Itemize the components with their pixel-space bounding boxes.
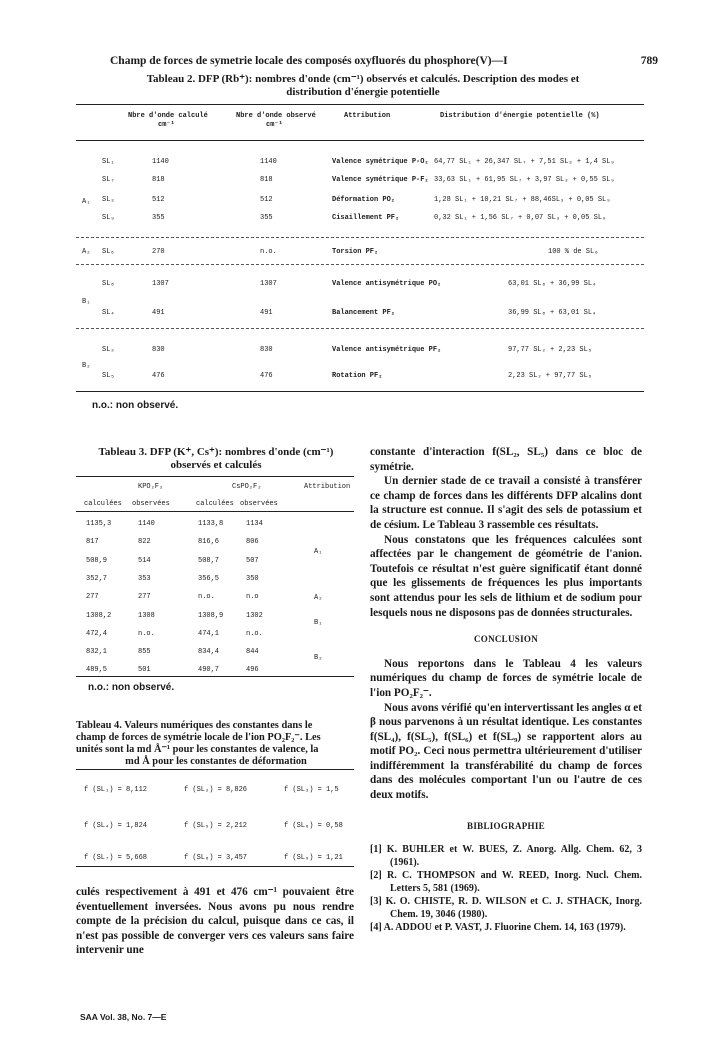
table2-footnote: n.o.: non observé. xyxy=(92,400,179,411)
table2-cell-dist: 0,32 SL₁ + 1,56 SL₇ + 0,07 SL₃ + 0,05 SL₉ xyxy=(434,214,607,222)
table3-attr-b1: B₁ xyxy=(314,619,323,627)
table3-cell: 496 xyxy=(246,666,259,674)
table2-cell-sl: SL₅ xyxy=(102,372,115,380)
table3-cell: 474,1 xyxy=(198,630,220,638)
table2-caption-line1: Tableau 2. DFP (Rb⁺): nombres d'onde (cm⁻¹) observés et calculés. Description des modes et xyxy=(146,73,580,85)
table2-cell-obs: 1140 xyxy=(260,158,277,166)
table2-col-obs: Nbre d'onde observé cm⁻¹ xyxy=(236,112,316,129)
table3-header-rule xyxy=(76,511,354,512)
table3-cell: 817 xyxy=(86,538,99,546)
table3-attr-b2: B₂ xyxy=(314,654,323,662)
table3-cell: 832,1 xyxy=(86,648,108,656)
table2-cell-obs: 1307 xyxy=(260,280,277,288)
table3-subcol-4: observées xyxy=(240,500,278,508)
table2-cell-obs: 818 xyxy=(260,176,273,184)
table2-cell-sl: SL₁ xyxy=(102,158,115,166)
table2-cell-calc: 476 xyxy=(152,372,165,380)
table4-cell: f (SL₁) = 8,112 xyxy=(84,786,148,794)
running-title: Champ de forces de symetrie locale des composés oxyfluorés du phosphore(V)—I xyxy=(110,55,508,67)
table2-cell-calc: 830 xyxy=(152,346,165,354)
table4-cell: f (SL₆) = 0,58 xyxy=(284,822,343,830)
table3-cell: 1135,3 xyxy=(86,520,112,528)
table2-cell-attr: Valence symétrique P-O₂ xyxy=(332,158,429,166)
table2-cell-sl: SL₄ xyxy=(102,309,115,317)
table3-cell: 844 xyxy=(246,648,259,656)
table2-cell-sl: SL₈ xyxy=(102,280,115,288)
table2-bottom-rule xyxy=(76,391,644,392)
table4-cell: f (SL₈) = 3,457 xyxy=(184,854,248,862)
page-number: 789 xyxy=(640,55,658,67)
table4-cell: f (SL₄) = 1,824 xyxy=(84,822,148,830)
table2-cell-sl: SL₉ xyxy=(102,214,115,222)
table2-cell-attr: Valence antisymétrique PF₂ xyxy=(332,346,442,354)
table3-cell: n.o xyxy=(246,593,259,601)
table2-divider-2 xyxy=(76,264,644,265)
table3-attr-a1: A₁ xyxy=(314,548,323,556)
running-header xyxy=(110,55,658,67)
table2-cell-calc: 355 xyxy=(152,214,165,222)
table3-cell: 277 xyxy=(138,593,151,601)
table2-cell-attr: Valence antisymétrique PO₂ xyxy=(332,280,442,288)
table3-top-rule xyxy=(76,476,354,477)
table3-cell: 356,5 xyxy=(198,575,220,583)
table2-cell-attr: Cisaillement PF₂ xyxy=(332,214,400,222)
right-column xyxy=(370,445,642,934)
table3-cell: 514 xyxy=(138,557,151,565)
reference-2: [2] R. C. THOMPSON and W. REED, Inorg. Nucl. Chem. Letters 5, 581 (1969). xyxy=(370,870,642,895)
table2-cell-attr: Valence symétrique P-F₂ xyxy=(332,176,429,184)
table3-cell: 1308,2 xyxy=(86,612,112,620)
table3-cell: 1302 xyxy=(246,612,263,620)
table2-cell-dist: 97,77 SL₂ + 2,23 SL₅ xyxy=(508,346,593,354)
table4-top-rule xyxy=(76,769,354,770)
table2-cell-sl: SL₂ xyxy=(102,346,115,354)
table3-cell: 1134 xyxy=(246,520,263,528)
table2-cell-dist: 36,99 SL₈ + 63,01 SL₄ xyxy=(508,309,597,317)
table2-cell-sl: SL₇ xyxy=(102,176,115,184)
table2-cell-dist: 2,23 SL₂ + 97,77 SL₅ xyxy=(508,372,593,380)
table3-cell: 1133,8 xyxy=(198,520,224,528)
table3-bottom-rule xyxy=(76,676,354,677)
paragraph-3: Nous constatons que les fréquences calculées sont affectées par le changement de géométrie de l'anion. Toutefois ce résultat n'est guère significatif étant donné que les glissements de fréquences les plus importants sont attendus pour les sels de lithium et de sodium pour lesquels nous ne disposons pas de données structurales. xyxy=(370,533,642,619)
table2-cell-dist: 1,28 SL₁ + 10,21 SL₇ + 88,46SL₃ + 0,05 SL₉ xyxy=(434,196,611,204)
table2-cell-attr: Rotation PF₂ xyxy=(332,372,383,380)
paragraph-4: Nous reportons dans le Tableau 4 les valeurs numériques du champ de forces de symétrie locale de l'ion PO₂F₂⁻. xyxy=(370,657,642,699)
table4-bottom-rule xyxy=(76,866,354,867)
table3-cell: 1308 xyxy=(138,612,155,620)
table2-cell-calc: 818 xyxy=(152,176,165,184)
table2-cell-obs: 476 xyxy=(260,372,273,380)
table3-cell: 507 xyxy=(246,557,259,565)
table3-attr-a2: A₂ xyxy=(314,594,323,602)
table3-cell: 1140 xyxy=(138,520,155,528)
reference-1: [1] K. BUHLER et W. BUES, Z. Anorg. Allg. Chem. 62, 3 (1961). xyxy=(370,844,642,869)
table4-caption: Tableau 4. Valeurs numériques des constantes dans le champ de forces de symétrie locale de l'ion PO₂F₂⁻. Les unités sont la md Å⁻¹ pour les constantes de valence, la md Å pour les constantes de déformation xyxy=(76,720,321,767)
table2-caption-line2: distribution d'énergie potentielle xyxy=(286,86,440,98)
table2-cell-attr: Torsion PF₂ xyxy=(332,248,379,256)
table3-caption: Tableau 3. DFP (K⁺, Cs⁺): nombres d'onde (cm⁻¹) observés et calculés xyxy=(98,446,334,471)
table3-cell: 472,4 xyxy=(86,630,108,638)
table2-cell-dist: 100 % de SL₆ xyxy=(548,248,599,256)
table3-subcol-2: observées xyxy=(132,500,170,508)
table3-cell: 501 xyxy=(138,666,151,674)
table3-subcol-3: calculées xyxy=(196,500,234,508)
table2-sym-b2: B₂ xyxy=(82,362,91,370)
table3-group2: CsPO₂F₂ xyxy=(232,483,262,491)
table2-cell-calc: 270 xyxy=(152,248,165,256)
table2-cell-obs: 491 xyxy=(260,309,273,317)
table2-cell-attr: Déformation PO₂ xyxy=(332,196,396,204)
table3-cell: 352,7 xyxy=(86,575,108,583)
table3-cell: 489,5 xyxy=(86,666,108,674)
table3-cell: 822 xyxy=(138,538,151,546)
table2-cell-obs: 355 xyxy=(260,214,273,222)
table2-col-dist: Distribution d'énergie potentielle (%) xyxy=(440,112,600,120)
paragraph-2: Un dernier stade de ce travail a consisté à transférer ce champ de forces dans les différents DFP alcalins dont la structure est connue. Il s'agit des sels de potassium et de césium. Le Tableau 3 rassemble ces résultats. xyxy=(370,475,642,531)
table3-cell: 834,4 xyxy=(198,648,220,656)
table4-cell: f (SL₅) = 2,212 xyxy=(184,822,248,830)
table4-cell: f (SL₂) = 8,826 xyxy=(184,786,248,794)
table2-cell-obs: 512 xyxy=(260,196,273,204)
table2-cell-obs: 830 xyxy=(260,346,273,354)
table3-cell: 1308,9 xyxy=(198,612,224,620)
left-column-text: culés respectivement à 491 et 476 cm⁻¹ pouvaient être éventuellement inversées. Nous avons pu nous rendre compte de la précision du calcul, puisque dans ce cas, il n'est pas possible de converger vers ces valeurs sans faire intervenir une xyxy=(76,886,354,957)
table3-cell: 277 xyxy=(86,593,99,601)
table2-sym-b1: B₁ xyxy=(82,298,91,306)
table2-cell-dist: 64,77 SL₁ + 26,347 SL₇ + 7,51 SL₃ + 1,4 SL₉ xyxy=(434,158,615,166)
table3-col-attr: Attribution xyxy=(304,483,351,491)
table2-cell-dist: 63,01 SL₈ + 36,99 SL₄ xyxy=(508,280,597,288)
table2-cell-calc: 1307 xyxy=(152,280,169,288)
paragraph-5: Nous avons vérifié qu'en intervertissant les angles α et β nous parvenons à un résultat identique. Les constantes f(SL₄), f(SL₅), f(SL₆) et f(SL₉) se rapportent alors au motif PO₂. Ceci nous permettra ultérieurement d'utiliser indifféremment la transférabilité du champ de forces dans des molécules comportant l'un ou l'autre de ces deux motifs. xyxy=(370,701,642,802)
table2-cell-dist: 33,63 SL₁ + 61,95 SL₇ + 3,97 SL₃ + 0,55 SL₉ xyxy=(434,176,615,184)
table2-cell-calc: 1140 xyxy=(152,158,169,166)
table3-cell: 508,9 xyxy=(86,557,108,565)
bibliography-heading: BIBLIOGRAPHIE xyxy=(467,820,545,831)
conclusion-heading: CONCLUSION xyxy=(473,634,538,645)
table3-cell: 350 xyxy=(246,575,259,583)
table4-cell: f (SL₉) = 1,21 xyxy=(284,854,343,862)
table2-sym-a2: A₂ xyxy=(82,248,91,256)
table3-footnote: n.o.: non observé. xyxy=(88,682,175,693)
table2-sym-a1: A₁ xyxy=(82,198,91,206)
table3-cell: n.o. xyxy=(138,630,155,638)
table2-divider-1 xyxy=(76,237,644,238)
table3-group1: KPO₂F₂ xyxy=(138,483,164,491)
table2-cell-sl: SL₆ xyxy=(102,248,115,256)
table2-col-calc: Nbre d'onde calculé cm⁻¹ xyxy=(128,112,208,129)
table2-cell-sl: SL₃ xyxy=(102,196,115,204)
bibliography-list xyxy=(370,843,642,934)
table2-cell-obs: n.o. xyxy=(260,248,277,256)
table4-cell: f (SL₇) = 5,668 xyxy=(84,854,148,862)
paragraph-1: constante d'interaction f(SL₂, SL₅) dans ce bloc de symétrie. xyxy=(370,446,642,473)
table2-divider-3 xyxy=(76,328,644,329)
footer-journal: SAA Vol. 38, No. 7—E xyxy=(80,1012,167,1022)
table2-header-rule xyxy=(76,140,644,141)
table2-caption xyxy=(118,73,608,99)
reference-3: [3] K. O. CHISTE, R. D. WILSON et C. J. STHACK, Inorg. Chem. 19, 3046 (1980). xyxy=(370,896,642,921)
table3-cell: 490,7 xyxy=(198,666,220,674)
table3-cell: 806 xyxy=(246,538,259,546)
table3-cell: 855 xyxy=(138,648,151,656)
reference-4: [4] A. ADDOU et P. VAST, J. Fluorine Chem. 14, 163 (1979). xyxy=(370,922,626,934)
table3-cell: 353 xyxy=(138,575,151,583)
table2-col-attr: Attribution xyxy=(344,112,391,120)
table2-cell-attr: Balancement PF₂ xyxy=(332,309,396,317)
table3-cell: 508,7 xyxy=(198,557,220,565)
table3-cell: n.o. xyxy=(246,630,263,638)
table2-top-rule xyxy=(76,104,644,105)
table2-cell-calc: 512 xyxy=(152,196,165,204)
table4-cell: f (SL₃) = 1,5 xyxy=(284,786,339,794)
table3-cell: n.o. xyxy=(198,593,215,601)
table3-subcol-1: calculées xyxy=(84,500,122,508)
table2-cell-calc: 491 xyxy=(152,309,165,317)
table3-cell: 816,6 xyxy=(198,538,220,546)
